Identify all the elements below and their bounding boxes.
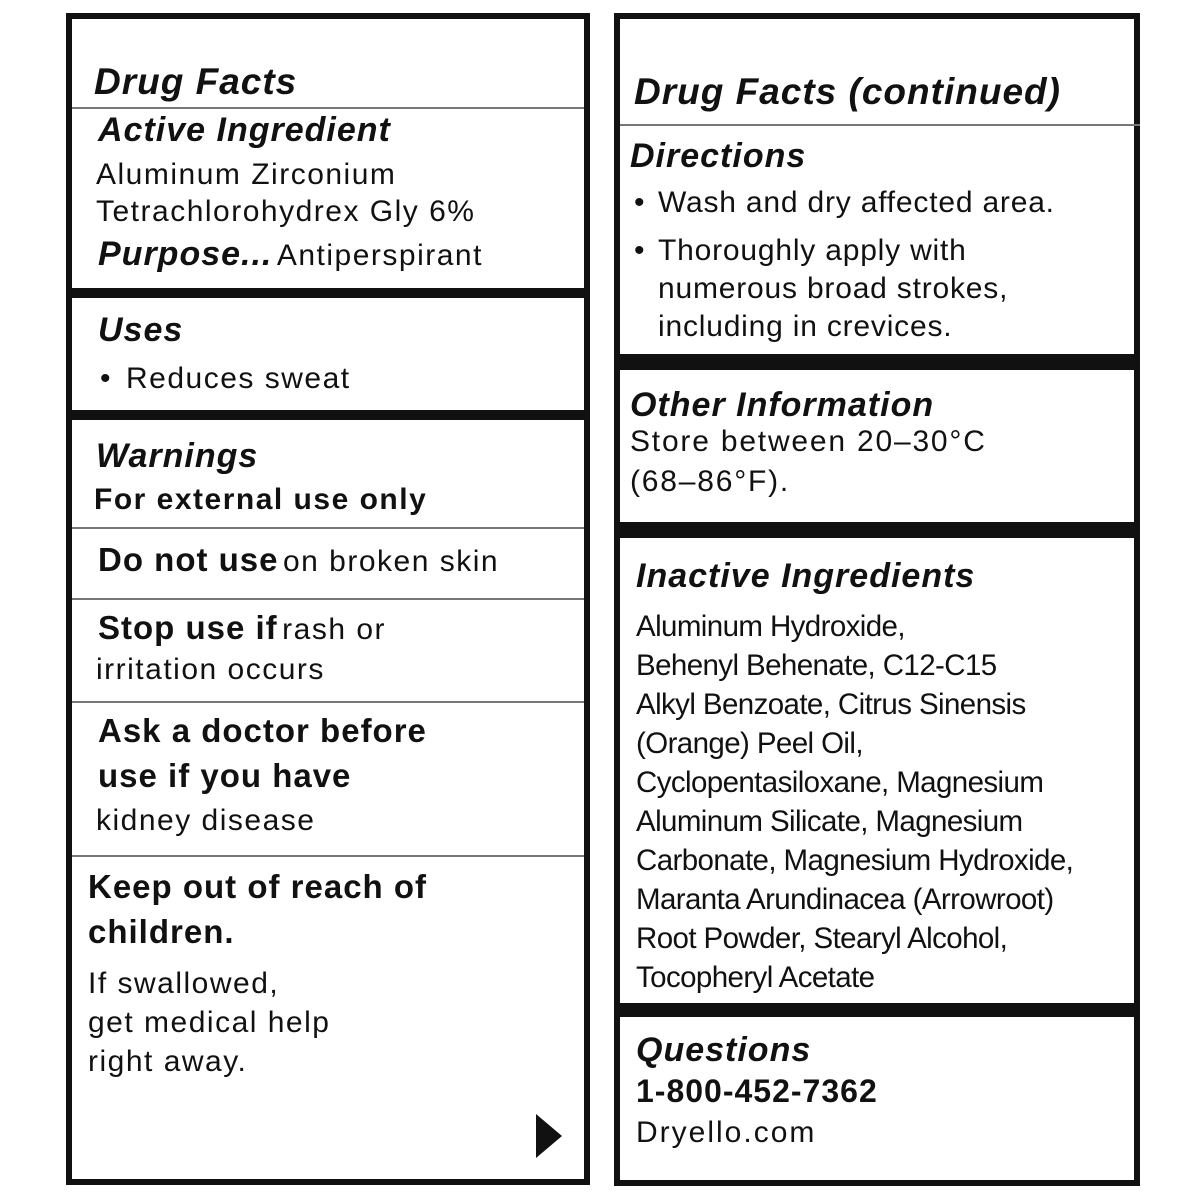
stop-use-text-1: rash or [282,613,387,646]
bullet-icon: • [634,186,646,219]
directions-heading: Directions [630,137,807,175]
section-divider-uses [72,410,584,420]
questions-website: Dryello.com [636,1116,817,1149]
do-not-use-row [98,541,499,581]
inactive-ingredient-line: Maranta Arundinacea (Arrowroot) [636,883,1054,916]
bullet-icon: • [634,234,646,267]
stop-use-row [98,609,386,649]
purpose-label: Purpose... [98,235,273,273]
stop-use-divider [72,701,584,703]
title-divider [72,107,584,109]
do-not-use-divider [72,598,584,600]
swallowed-line-1: If swallowed, [88,967,280,1000]
active-ingredient-heading: Active Ingredient [98,111,391,149]
inactive-ingredient-line: (Orange) Peel Oil, [636,727,863,760]
questions-heading: Questions [636,1031,812,1069]
bullet-icon: • [100,362,113,395]
purpose-row [98,235,483,275]
drug-facts-left-panel [66,13,590,1185]
directions-item-2-line-3: including in crevices. [658,310,953,343]
purpose-value: Antiperspirant [276,239,483,272]
stop-use-label: Stop use if [98,609,278,646]
directions-list [634,184,1055,346]
questions-phone: 1-800-452-7362 [636,1073,878,1109]
external-use-text: For external use only [94,483,428,516]
drug-facts-right-panel [614,13,1140,1186]
inactive-ingredient-line: Tocopheryl Acetate [636,961,875,994]
other-information-heading: Other Information [630,386,935,424]
inactive-ingredient-line: Aluminum Silicate, Magnesium [636,805,1023,838]
ask-doctor-label-1: Ask a doctor before [98,712,427,749]
do-not-use-text: on broken skin [282,545,500,578]
list-item [100,360,351,398]
uses-item-text: Reduces sweat [126,362,351,395]
inactive-ingredients-heading: Inactive Ingredients [636,557,976,595]
warnings-divider [72,527,584,529]
keep-out-label-2: children. [88,913,235,950]
inactive-ingredient-line: Aluminum Hydroxide, [636,610,905,643]
section-divider-inactive [620,1003,1134,1017]
section-divider-directions [620,354,1134,370]
inactive-ingredient-line: Alkyl Benzoate, Citrus Sinensis [636,688,1026,721]
inactive-ingredient-line: Root Powder, Stearyl Alcohol, [636,922,1008,955]
directions-item-2-line-1: Thoroughly apply with [658,234,967,267]
ask-doctor-label-2: use if you have [98,757,352,794]
section-divider-other [620,522,1134,538]
uses-heading: Uses [98,311,184,349]
do-not-use-label: Do not use [98,541,279,578]
inactive-ingredient-line: Behenyl Behenate, C12-C15 [636,649,997,682]
directions-item-1-line-1: Wash and dry affected area. [658,186,1055,219]
ask-doctor-divider [72,855,584,857]
list-item [634,184,1055,222]
active-ingredient-line-1: Aluminum Zirconium [96,158,397,191]
inactive-ingredients-list [636,607,1073,997]
continued-title-divider [620,124,1140,126]
triangle-right-icon [534,1112,564,1160]
other-information-line-1: Store between 20–30°C [630,425,987,458]
drug-facts-title: Drug Facts [94,61,298,102]
swallowed-line-3: right away. [88,1045,248,1078]
inactive-ingredient-line: Cyclopentasiloxane, Magnesium [636,766,1044,799]
section-divider-active [72,288,584,298]
list-item [634,232,1055,346]
uses-list [100,360,351,398]
ask-doctor-text: kidney disease [96,804,316,837]
directions-item-2-line-2: numerous broad strokes, [658,272,1009,305]
keep-out-label-1: Keep out of reach of [88,868,428,905]
stop-use-text-2: irritation occurs [96,653,325,686]
swallowed-line-2: get medical help [88,1006,331,1039]
drug-facts-continued-title: Drug Facts (continued) [634,71,1061,112]
warnings-heading: Warnings [96,437,259,475]
active-ingredient-line-2: Tetrachlorohydrex Gly 6% [96,195,476,228]
inactive-ingredient-line: Carbonate, Magnesium Hydroxide, [636,844,1074,877]
other-information-line-2: (68–86°F). [630,465,791,498]
